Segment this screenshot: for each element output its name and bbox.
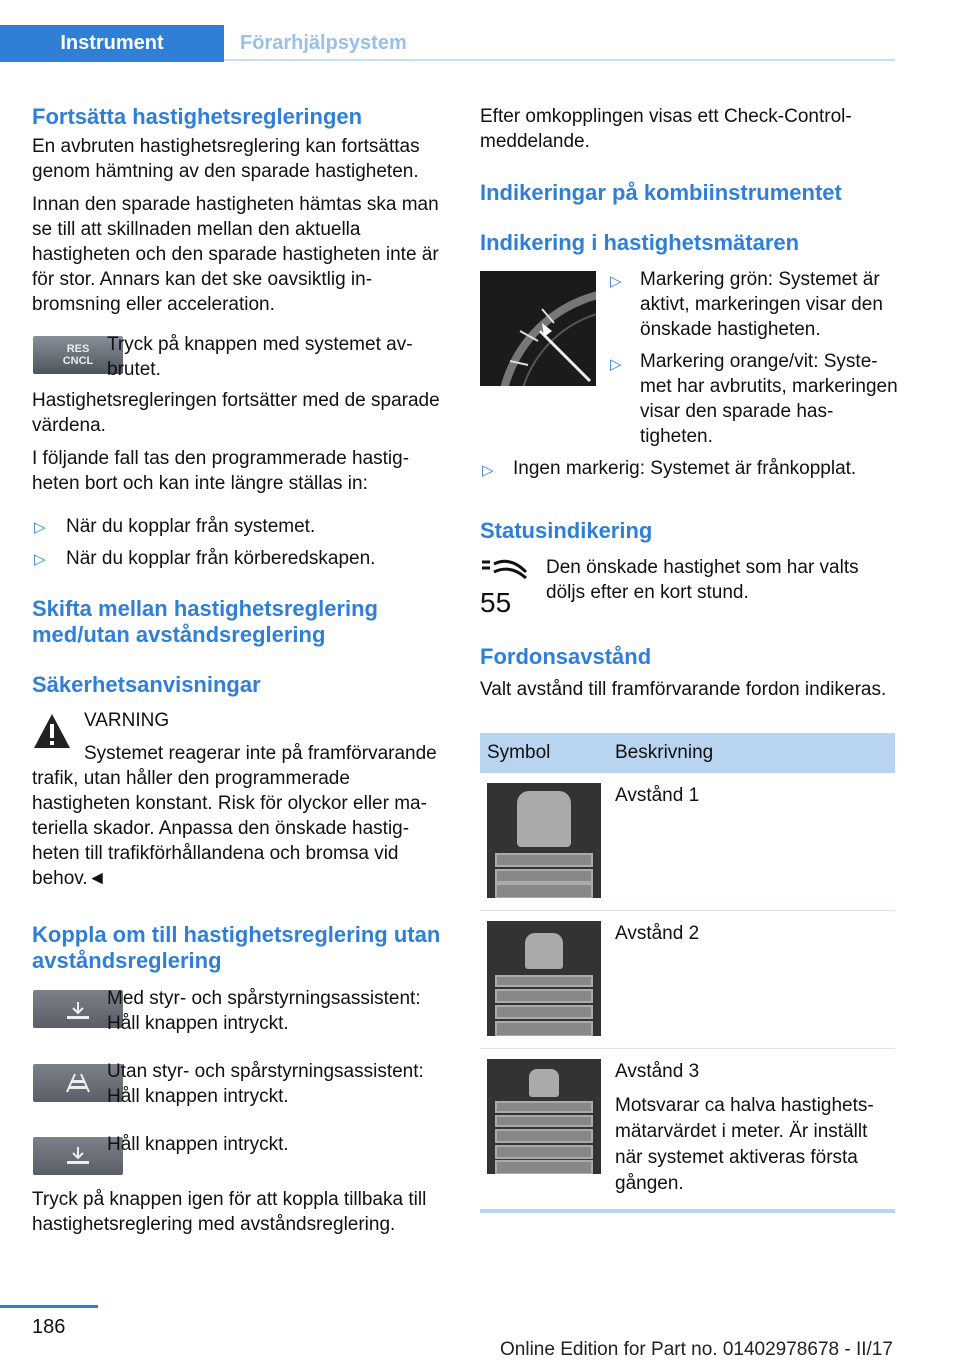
bullet-item: Markering orange/vit: Systemet har avbrutits, markeringen visar den sparade hastigheten. [640, 351, 898, 447]
left-block-2 [32, 388, 450, 496]
edition-note: Online Edition for Part no. 01402978678 - II/17 [500, 1339, 893, 1360]
bullet-item: När du kopplar från körberedskapen. [66, 548, 376, 569]
distance-3-symbol [480, 1049, 608, 1212]
bullet-triangle-icon: ▷ [610, 273, 622, 290]
heading-statusindikering: Statusindikering [480, 518, 653, 543]
table-row [480, 911, 895, 1049]
column-header: Beskrivning [608, 733, 895, 773]
heading-indikeringar: Indikeringar på kombiinstrumentet [480, 180, 842, 205]
footer-divider [0, 1305, 98, 1308]
heading-koppla-om: Koppla om till hastighetsreglering utan avståndsreglering [32, 922, 441, 973]
tab-instrument[interactable]: Instrument [0, 25, 224, 62]
heading-skifta: Skifta mellan hastighetsreglering med/utan avståndsreglering [32, 596, 378, 647]
distance-1-image [487, 783, 601, 898]
page-number: 186 [32, 1316, 66, 1338]
button-caption: Utan styr- och spårstyrningsassistent: Håll knappen intryckt. [107, 1061, 424, 1107]
paragraph: I följande fall tas den programmerade hastigheten bort och kan inte längre ställas in: [32, 448, 410, 494]
paragraph: Tryck på knappen igen för att koppla tillbaka till hastighetsreglering med avståndsreglering. [32, 1189, 427, 1235]
button-caption: Med styr- och spårstyrningsassistent: Håll knappen intryckt. [107, 988, 421, 1034]
bullet-triangle-icon: ▷ [34, 519, 46, 536]
heading-fortsatta: Fortsätta hastighetsregleringen [32, 104, 363, 129]
distance-2-image [487, 921, 601, 1036]
paragraph: Innan den sparade hastigheten hämtas ska man se till att skillnaden mellan den aktuella hastigheten och den sparade hastigheten inte är för stor. Annars kan det ske oavsiktlig inbromsning eller acceleration. [32, 194, 439, 315]
table-row [480, 1049, 895, 1212]
distance-table [480, 733, 895, 1213]
res-caption: Tryck på knappen med systemet avbrutet. [107, 334, 413, 380]
status-speed-symbol [480, 558, 532, 618]
button-caption: Håll knappen intryckt. [107, 1134, 289, 1155]
distance-3-desc [608, 1049, 895, 1212]
warning-text: Systemet reagerar inte på framförvarande trafik, utan håller den programmerade hastigheten konstant. Risk för olyckor eller materiella skador. Anpassa den önskade hastigheten till trafikförhållandena och bromsa vid behov.◄ [32, 743, 437, 889]
bullet-item: Markering grön: Systemet är aktivt, markeringen visar den önskade hastigheten. [640, 269, 883, 340]
warning-title: VARNING [84, 710, 170, 731]
distance-3-label: Avstånd 3 [615, 1061, 700, 1082]
distance-3-image [487, 1059, 601, 1174]
distance-1-symbol [480, 773, 608, 911]
distance-2-symbol [480, 911, 608, 1049]
speedometer-image [480, 271, 596, 386]
bullet-triangle-icon: ▷ [34, 551, 46, 568]
heading-hastighetsmataren: Indikering i hastighetsmätaren [480, 230, 800, 255]
status-speed-number: 55 [480, 587, 512, 618]
bullet-item: Ingen markerig: Systemet är frånkopplat. [513, 458, 857, 479]
heading-fordonsavstand: Fordonsavstånd [480, 644, 652, 669]
distance-3-extra: Motsvarar ca halva hastighetsmätarvärdet i meter. Är inställt när systemet aktiveras första gången. [615, 1095, 874, 1194]
tab-forarhjalpsystem[interactable]: Förarhjälpsystem [240, 32, 407, 54]
paragraph: Efter omkopplingen visas ett Check-Control-meddelande. [480, 106, 852, 152]
bullet-item: När du kopplar från systemet. [66, 516, 316, 537]
distance-2-desc: Avstånd 2 [608, 911, 895, 1049]
paragraph: Hastighetsregleringen fortsätter med de sparade värdena. [32, 390, 440, 436]
table-row [480, 773, 895, 911]
column-header: Symbol [480, 733, 608, 773]
distance-1-desc: Avstånd 1 [608, 773, 895, 911]
paragraph: Valt avstånd till framförvarande fordon indikeras. [480, 679, 887, 700]
bullet-triangle-icon: ▷ [610, 356, 622, 373]
paragraph: En avbruten hastighetsreglering kan fortsättas genom hämtning av den sparade hastigheten. [32, 136, 420, 182]
left-column [32, 104, 450, 317]
bullet-triangle-icon: ▷ [482, 462, 494, 479]
status-text: Den önskade hastighet som har valts döljs efter en kort stund. [546, 557, 859, 603]
res-cncl-label: RES CNCL [62, 343, 94, 367]
heading-sakerhet: Säkerhetsanvisningar [32, 672, 261, 697]
header-divider [224, 59, 895, 61]
